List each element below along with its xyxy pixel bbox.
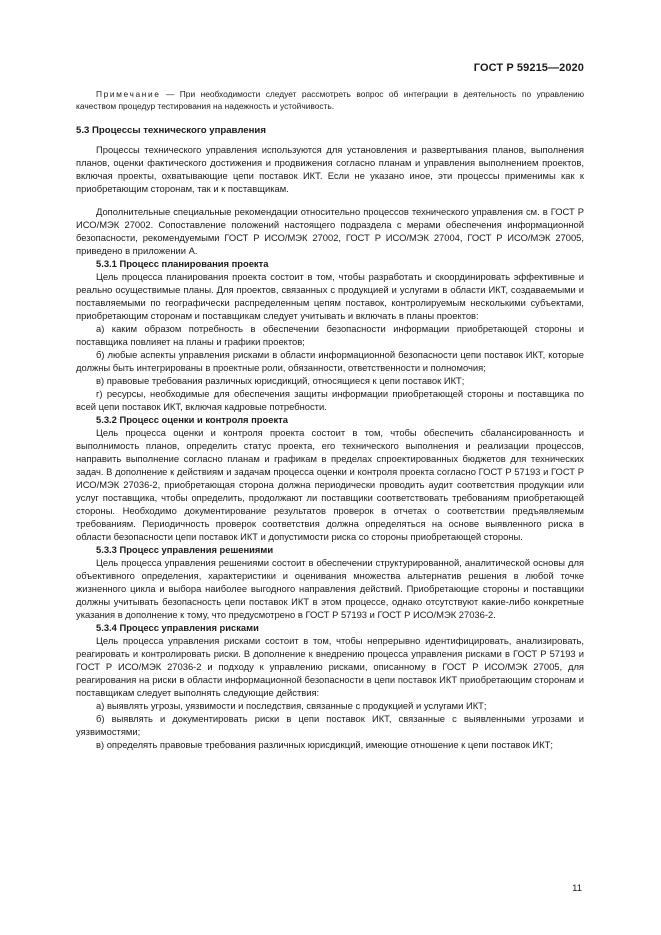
section-5-3-4-title: 5.3.4 Процесс управления рисками (96, 622, 259, 633)
section-5-3-2-title: 5.3.2 Процесс оценки и контроля проекта (96, 414, 288, 425)
section-5-3-3-title: 5.3.3 Процесс управления решениями (96, 544, 274, 555)
section-5-3-1-paragraph: Цель процесса планирования проекта состоит в том, чтобы разработать и скоординировать эффективные и реально осуществимые планы. Для проектов, связанных с продукцией и услугами в области ИКТ, создаваемыми и поставляемыми по географически распределенным цепям поставок, контролируемым несколькими субъектами, приобретающим сторонам и поставщикам следует учитывать и включать в планы проектов: (76, 271, 584, 321)
document-body (76, 88, 584, 751)
section-5-3-1-item-g: г) ресурсы, необходимые для обеспечения защиты информации приобретающей стороны и поставщика по всей цепи поставок ИКТ, включая кадровые потребности. (76, 388, 584, 412)
section-5-3-4-paragraph: Цель процесса управления рисками состоит в том, чтобы непрерывно идентифицировать, анализировать, реагировать и контролировать риски. В дополнение к внедрению процесса управления рисками в ГОСТ Р 57193 и ГОСТ Р ИСО/МЭК 27036-2 и подходу к управлению рисками, описанному в ГОСТ Р ИСО/МЭК 27005, для реагирования на риски в области информационной безопасности в цепи поставок ИКТ приобретающим сторонам и поставщикам следует выполнять следующие действия: (76, 635, 584, 698)
section-5-3-4-item-b: б) выявлять и документировать риски в цепи поставок ИКТ, связанные с выявленными угрозами и уязвимостями; (76, 713, 584, 737)
section-5-3-4-item-v: в) определять правовые требования различных юрисдикций, имеющие отношение к цепи поставок ИКТ; (96, 739, 553, 750)
section-5-3-1-item-v: в) правовые требования различных юрисдикций, относящиеся к цепи поставок ИКТ; (96, 375, 465, 386)
note-label: Примечание (96, 89, 161, 99)
section-5-3-paragraph-2: Дополнительные специальные рекомендации относительно процессов технического управления см. в ГОСТ Р ИСО/МЭК 27002. Сопоставление положений настоящего подраздела с мерами обеспечения информационной безопасности, рекомендуемыми ГОСТ Р ИСО/МЭК 27002, ГОСТ Р ИСО/МЭК 27004, ГОСТ Р ИСО/МЭК 27005, приведено в приложении А. (76, 206, 584, 256)
section-5-3-paragraph-1: Процессы технического управления используются для установления и развертывания планов, выполнения планов, оценки фактического достижения и продвижения согласно планам и управления выполнением проектов, включая проекты, охватывающие цепи поставок ИКТ. Если не указано иное, эти процессы применимы как к приобретающим сторонам, так и к поставщикам. (76, 144, 584, 194)
section-5-3-1-item-a: а) каким образом потребность в обеспечении безопасности информации приобретающей стороны и поставщика повлияет на планы и графики проектов; (76, 323, 584, 347)
section-5-3-2-paragraph: Цель процесса оценки и контроля проекта состоит в том, чтобы обеспечить сбалансированность и выполнимость планов, определить статус проекта, его технического выполнения и реализации процессов, направить выполнение согласно планам и графикам в пределах спроектированных бюджетов для технических задач. В дополнение к действиям и задачам процесса оценки и контроля проекта согласно ГОСТ Р 57193 и ГОСТ Р ИСО/МЭК 27036-2, приобретающая сторона должна периодически проводить аудит соответствия продукции или услуг поставщика, чтобы определить, продолжают ли поставщики соответствовать требованиям приобретающей стороны. Необходимо документирование результатов проверок в отчетах о соответствии предъявляемым требованиям. Периодичность проверок соответствия должна определяться на основе выявленного риска в области безопасности цепи поставок ИКТ и допустимости риска со стороны приобретающей стороны. (76, 427, 584, 542)
note-paragraph (76, 88, 584, 112)
section-5-3-title: 5.3 Процессы технического управления (76, 125, 266, 136)
section-5-3-3-paragraph: Цель процесса управления решениями состоит в обеспечении структурированной, аналитической основы для объективного определения, характеристики и оценивания множества альтернатив решения в любой точке жизненного цикла и выбора наиболее выгодного направления действий. Приобретающие стороны и поставщики должны учитывать безопасность цепи поставок ИКТ в этом процессе, однако отсутствуют какие-либо конкретные указания в дополнение к тому, что предусмотрено в ГОСТ Р 57193 и ГОСТ Р ИСО/МЭК 27036-2. (76, 557, 584, 620)
page-number: 11 (572, 883, 582, 894)
section-5-3-1-title: 5.3.1 Процесс планирования проекта (96, 258, 269, 269)
note-text: — При необходимости следует рассмотреть вопрос об интеграции в деятельность по управлению качеством процедур тестирования на надежность и устойчивость. (76, 89, 584, 111)
section-5-3-1-item-b: б) любые аспекты управления рисками в области информационной безопасности цепи поставок ИКТ, которые должны быть интегрированы в проектные роли, обязанности, ответственности и полномочия; (76, 349, 584, 373)
section-5-3-4-item-a: а) выявлять угрозы, уязвимости и последствия, связанные с продукцией и услугами ИКТ; (96, 700, 487, 711)
standard-header: ГОСТ Р 59215—2020 (473, 62, 584, 74)
